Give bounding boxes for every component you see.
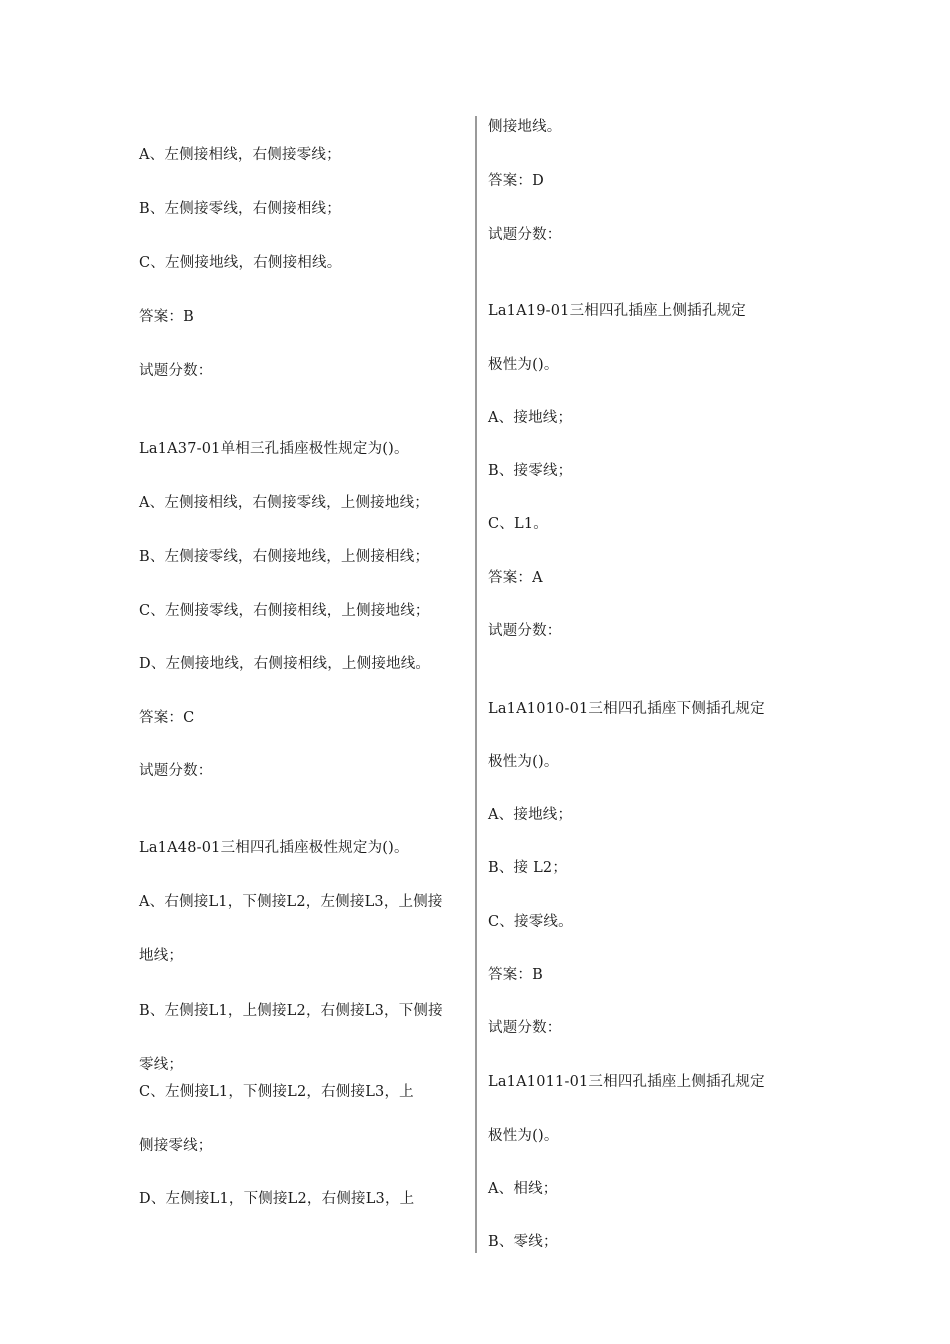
q1-option-a: A、左侧接相线，右侧接零线；: [139, 147, 341, 163]
q6-option-b: B、零线；: [488, 1234, 558, 1250]
q5-score: 试题分数：: [488, 1020, 562, 1036]
q3-option-c-line1: C、左侧接L1，下侧接L2，右侧接L3，上: [139, 1084, 414, 1100]
q6-option-a: A、相线；: [488, 1181, 558, 1197]
q1-option-b: B、左侧接零线，右侧接相线；: [139, 201, 341, 217]
q5-answer: 答案：B: [488, 967, 543, 983]
q6-title-line2: 极性为()。: [488, 1128, 559, 1144]
q3-option-b-line2: 零线；: [139, 1057, 184, 1073]
q4-score: 试题分数：: [488, 623, 562, 639]
q4-option-b: B、接零线；: [488, 463, 573, 479]
q2-answer: 答案：C: [139, 710, 195, 726]
q3-option-a-line2: 地线；: [139, 948, 184, 964]
q2-score: 试题分数：: [139, 763, 213, 779]
q3-option-c-line2: 侧接零线；: [139, 1138, 213, 1154]
q3-option-d-line1: D、左侧接L1，下侧接L2，右侧接L3，上: [139, 1191, 415, 1207]
q1-answer: 答案：B: [139, 309, 194, 325]
q5-option-b: B、接 L2；: [488, 860, 568, 876]
q5-option-a: A、接地线；: [488, 807, 573, 823]
q2-option-c: C、左侧接零线，右侧接相线，上侧接地线；: [139, 603, 430, 619]
q2-option-b: B、左侧接零线，右侧接地线，上侧接相线；: [139, 549, 430, 565]
q4-answer: 答案：A: [488, 570, 543, 586]
q3-option-d-line2: 侧接地线。: [488, 119, 562, 135]
q5-option-c: C、接零线。: [488, 914, 573, 930]
q3-answer: 答案：D: [488, 173, 544, 189]
q3-title: La1A48-01三相四孔插座极性规定为()。: [139, 840, 409, 856]
q4-option-a: A、接地线；: [488, 410, 573, 426]
q3-score: 试题分数：: [488, 227, 562, 243]
q5-title-line2: 极性为()。: [488, 754, 559, 770]
q3-option-a-line1: A、右侧接L1，下侧接L2，左侧接L3，上侧接: [139, 894, 443, 910]
q2-title: La1A37-01单相三孔插座极性规定为()。: [139, 441, 409, 457]
q1-option-c: C、左侧接地线，右侧接相线。: [139, 255, 342, 271]
q3-option-b-line1: B、左侧接L1，上侧接L2，右侧接L3，下侧接: [139, 1003, 443, 1019]
q4-option-c: C、L1。: [488, 516, 548, 532]
q2-option-a: A、左侧接相线，右侧接零线，上侧接地线；: [139, 495, 429, 511]
q2-option-d: D、左侧接地线，右侧接相线，上侧接地线。: [139, 656, 431, 672]
q5-title-line1: La1A1010-01三相四孔插座下侧插孔规定: [488, 701, 765, 717]
q4-title-line1: La1A19-01三相四孔插座上侧插孔规定: [488, 303, 746, 319]
q6-title-line1: La1A1011-01三相四孔插座上侧插孔规定: [488, 1074, 765, 1090]
q4-title-line2: 极性为()。: [488, 357, 559, 373]
column-divider: [475, 116, 477, 1253]
q1-score: 试题分数：: [139, 363, 213, 379]
